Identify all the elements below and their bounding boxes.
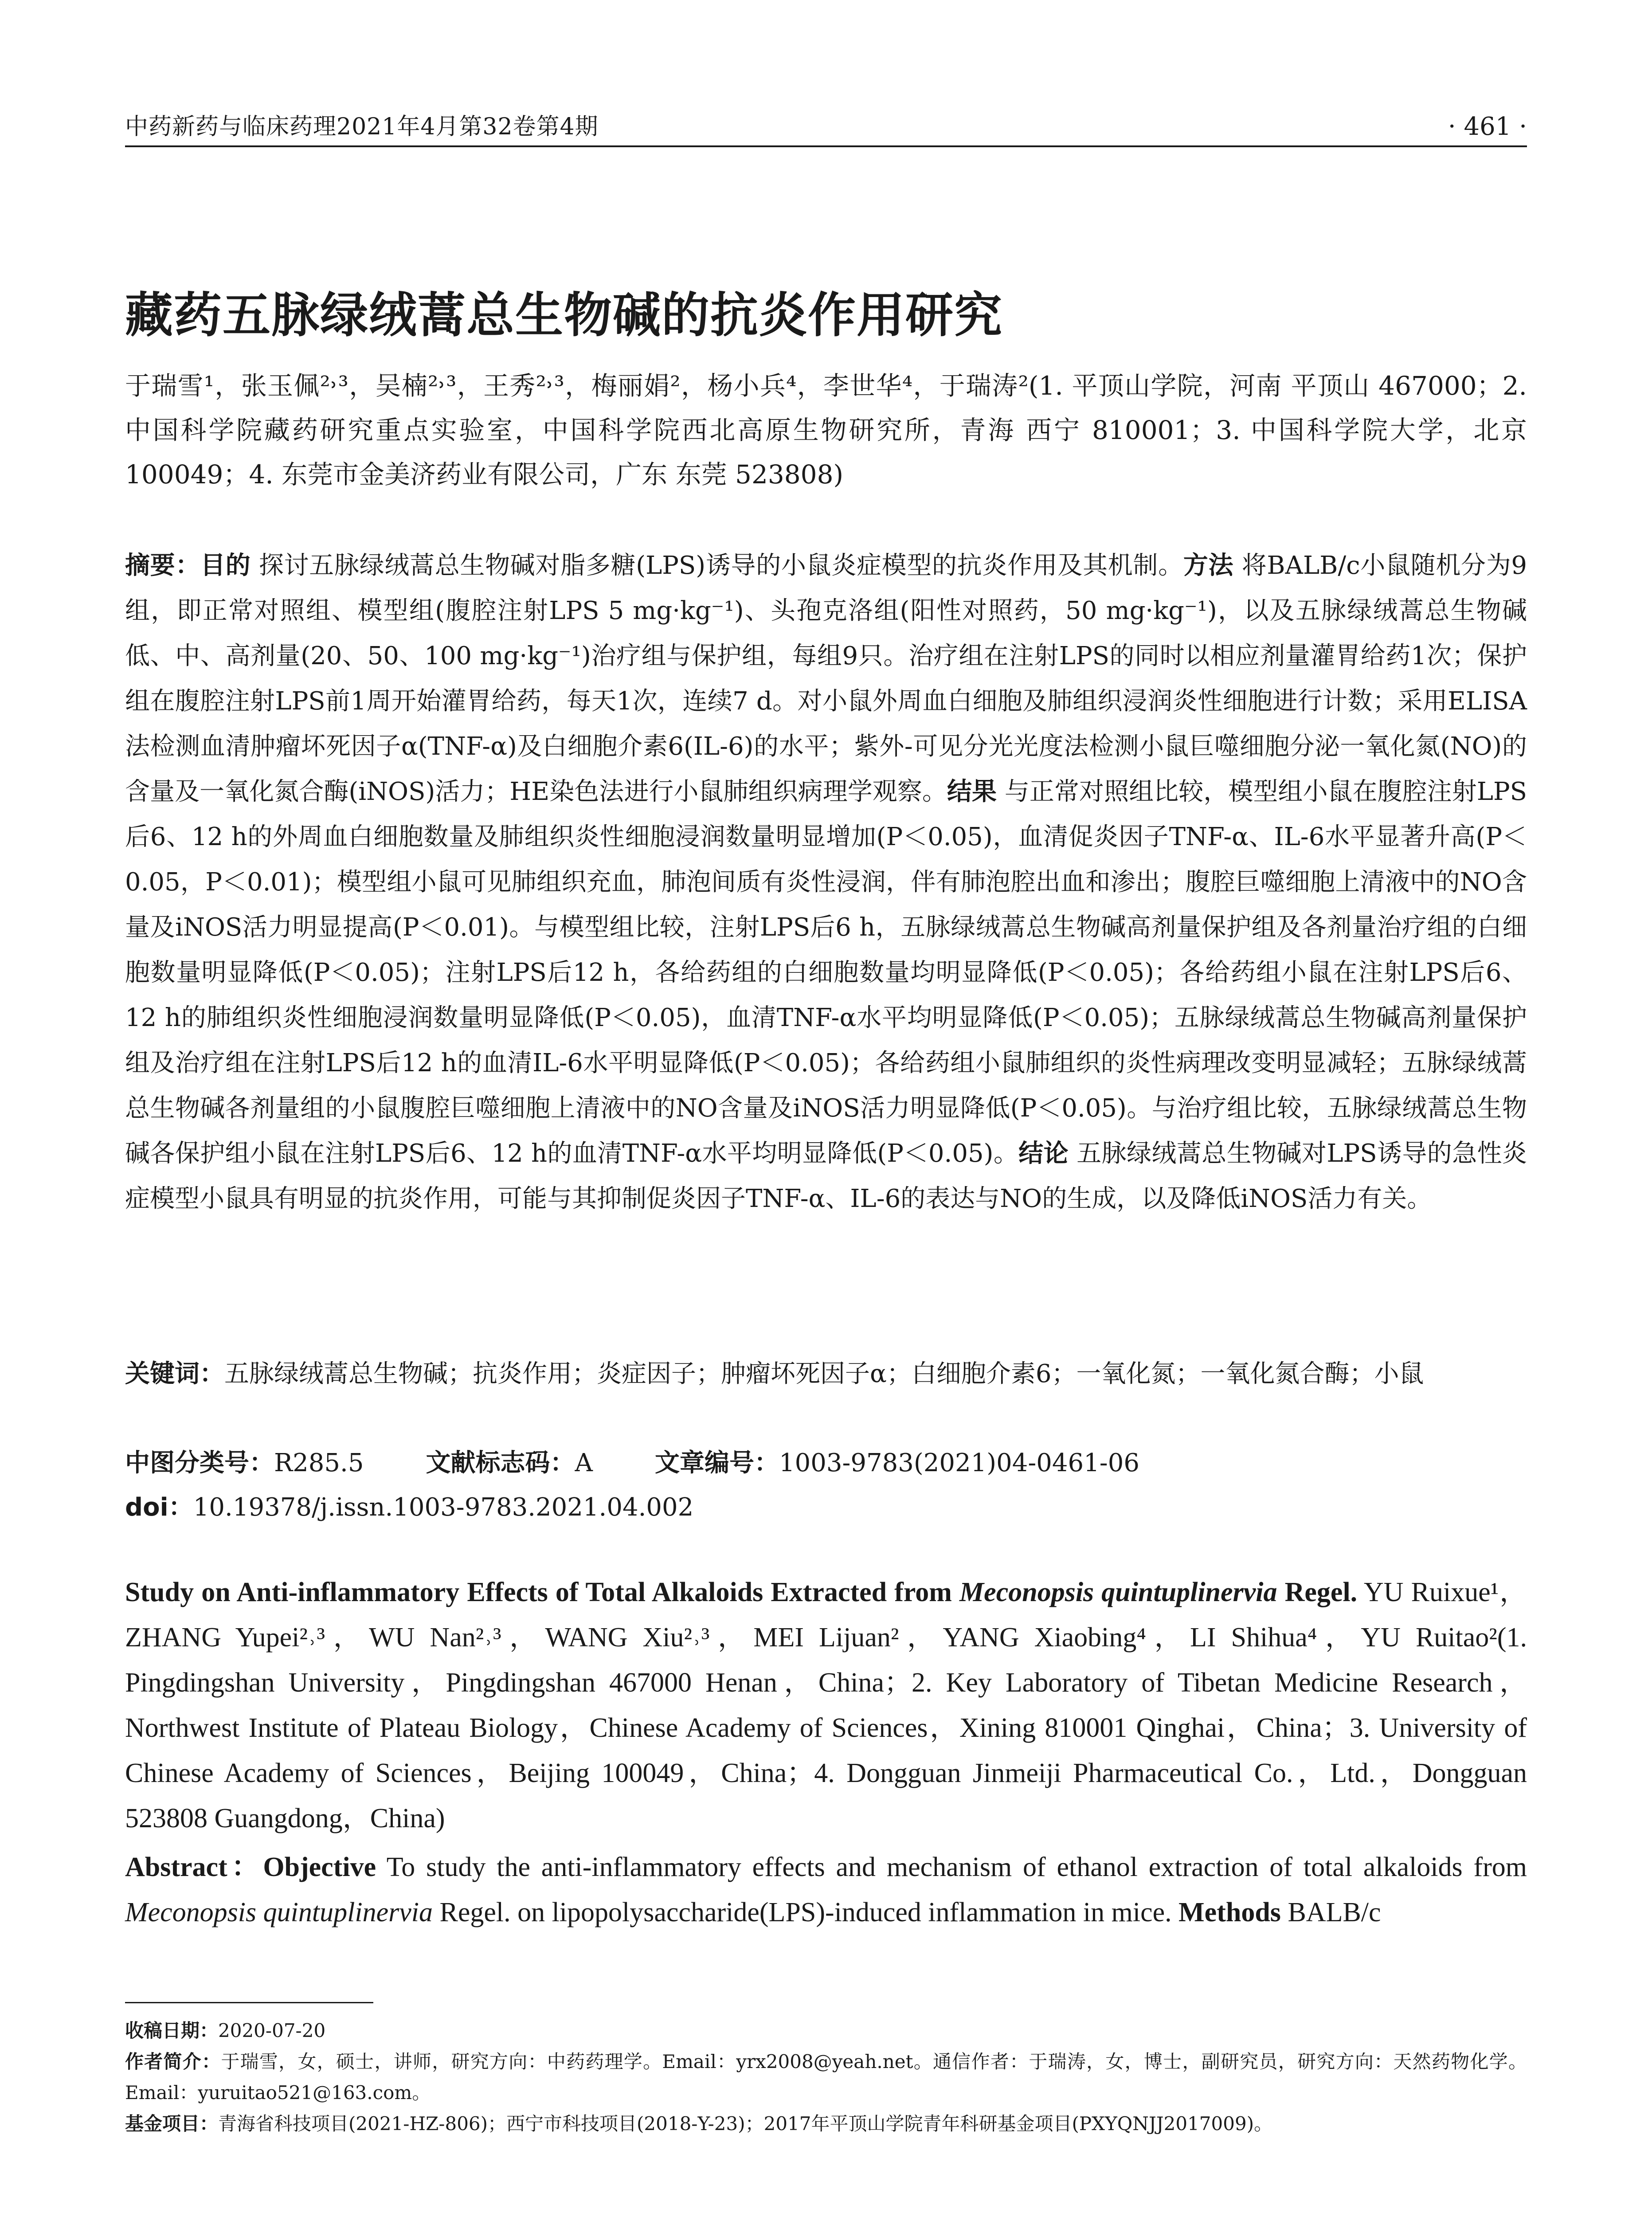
cn-results-text: 与正常对照组比较，模型组小鼠在腹腔注射LPS后6、12 h的外周血白细胞数量及肺组织炎性细胞浸润数量明显增加(P＜0.05)，血清促炎因子TNF-α、IL-6水平显著升高(P＜0.05，P＜0.01)；模型组小鼠可见肺组织充血，肺泡间质有炎性浸润，伴有肺泡腔出血和渗出；腹腔巨噬细胞上清液中的NO含量及iNOS活力明显提高(P＜0.01)。与模型组比较，注射LPS后6 h，五脉绿绒蒿总生物碱高剂量保护组及各剂量治疗组的白细胞数量明显降低(P＜0.05)；注射LPS后12 h，各给药组的白细胞数量均明显降低(P＜0.05)；各给药组小鼠在注射LPS后6、12 h的肺组织炎性细胞浸润数量明显降低(P＜0.05)，血清TNF-α水平均明显降低(P＜0.05)；五脉绿绒蒿总生物碱高剂量保护组及治疗组在注射LPS后12 h的血清IL-6水平明显降低(P＜0.05)；各给药组小鼠肺组织的炎性病理改变明显减轻；五脉绿绒蒿总生物碱各剂量组的小鼠腹腔巨噬细胞上清液中的NO含量及iNOS活力明显降低(P＜0.05)。与治疗组比较，五脉绿绒蒿总生物碱各保护组小鼠在注射LPS后6、12 h的血清TNF-α水平均明显降低(P＜0.05)。 xyxy=(125,777,1527,1168)
received-value: 2020-07-20 xyxy=(218,2020,326,2041)
cn-objective-text: 探讨五脉绿绒蒿总生物碱对脂多糖(LPS)诱导的小鼠炎症模型的抗炎作用及其机制。 xyxy=(258,551,1183,580)
cn-conclusion-label: 结论 xyxy=(1018,1139,1069,1168)
cn-methods-text: 将BALB/c小鼠随机分为9组，即正常对照组、模型组(腹腔注射LPS 5 mg·kg⁻¹)、头孢克洛组(阳性对照药，50 mg·kg⁻¹)，以及五脉绿绒蒿总生物碱低、中、高剂量(20、50、100 mg·kg⁻¹)治疗组与保护组，每组9只。治疗组在注射LPS的同时以相应剂量灌胃给药1次；保护组在腹腔注射LPS前1周开始灌胃给药，每天1次，连续7 d。对小鼠外周血白细胞及肺组织浸润炎性细胞进行计数；采用ELISA法检测血清肿瘤坏死因子α(TNF-α)及白细胞介素6(IL-6)的水平；紫外-可见分光光度法检测小鼠巨噬细胞分泌一氧化氮(NO)的含量及一氧化氮合酶(iNOS)活力；HE染色法进行小鼠肺组织病理学观察。 xyxy=(125,551,1527,806)
en-objective-label: Objective xyxy=(263,1852,376,1882)
cn-abstract-label: 摘要： xyxy=(125,551,201,580)
clc-value: R285.5 xyxy=(274,1449,364,1477)
cn-keywords-text: 五脉绿绒蒿总生物碱；抗炎作用；炎症因子；肿瘤坏死因子α；白细胞介素6；一氧化氮；一氧化氮合酶；小鼠 xyxy=(224,1359,1424,1388)
received-note xyxy=(125,2015,1527,2046)
funding-note xyxy=(125,2108,1527,2139)
footnote-rule xyxy=(125,2002,373,2003)
running-header xyxy=(125,106,1527,148)
en-objective-text-a: To study the anti-inflammatory effects and mechanism of ethanol extraction of total alkaloids from xyxy=(376,1852,1527,1882)
en-abstract xyxy=(125,1845,1527,1935)
en-title-start: Study on Anti-inflammatory Effects of Total Alkaloids Extracted from xyxy=(125,1577,960,1607)
cn-abstract xyxy=(125,543,1527,1222)
author-note xyxy=(125,2046,1527,2108)
page-number: · 461 · xyxy=(1448,112,1527,141)
cn-objective-label: 目的 xyxy=(200,551,251,580)
article-id-label: 文章编号： xyxy=(654,1449,779,1477)
cn-authors-affiliations: 于瑞雪¹，张玉佩²˒³，吴楠²˒³，王秀²˒³，梅丽娟²，杨小兵⁴，李世华⁴，于瑞涛²(1. 平顶山学院，河南 平顶山 467000；2. 中国科学院藏药研究重点实验室，中国科学院西北高原生物研究所，青海 西宁 810001；3. 中国科学院大学，北京 100049；4. 东莞市金美济药业有限公司，广东 东莞 523808) xyxy=(125,371,1527,490)
article-id-value: 1003-9783(2021)04-0461-06 xyxy=(779,1449,1139,1477)
en-methods-text: BALB/c xyxy=(1280,1897,1381,1927)
en-abstract-label: Abstract： xyxy=(125,1852,263,1882)
cn-results-label: 结果 xyxy=(947,777,997,806)
doi-value: 10.19378/j.issn.1003-9783.2021.04.002 xyxy=(193,1493,694,1522)
funding-value: 青海省科技项目(2021-HZ-806)；西宁市科技项目(2018-Y-23)；2017年平顶山学院青年科研基金项目(PXYQNJJ2017009)。 xyxy=(218,2113,1273,2135)
doc-code-value: A xyxy=(575,1449,593,1477)
article-title: 藏药五脉绿绒蒿总生物碱的抗炎作用研究 xyxy=(125,288,1003,344)
clc-label: 中图分类号： xyxy=(125,1449,274,1477)
en-title-species: Meconopsis quintuplinervia xyxy=(959,1577,1277,1607)
cn-conclusion-text: 五脉绿绒蒿总生物碱对LPS诱导的急性炎症模型小鼠具有明显的抗炎作用，可能与其抑制促炎因子TNF-α、IL-6的表达与NO的生成，以及降低iNOS活力有关。 xyxy=(125,1139,1527,1213)
footnotes xyxy=(125,2015,1527,2139)
en-title-authors xyxy=(125,1570,1527,1841)
en-authors: YU Ruixue¹，ZHANG Yupei²˒³，WU Nan²˒³，WANG Xiu²˒³，MEI Lijuan²，YANG Xiaobing⁴，LI Shihua⁴，YU Ruitao²(1. Pingdingshan University，Pingdingshan 467000 Henan，China；2. Key Laboratory of Tibetan Medicine Research，Northwest Institute of Plateau Biology，Chinese Academy of Sciences，Xining 810001 Qinghai，China；3. University of Chinese Academy of Sciences，Beijing 100049，China；4. Dongguan Jinmeiji Pharmaceutical Co.，Ltd.，Dongguan 523808 Guangdong，China) xyxy=(125,1577,1527,1833)
en-title-end: Regel. xyxy=(1277,1577,1358,1607)
classification-line xyxy=(125,1441,1527,1485)
doc-code-label: 文献标志码： xyxy=(426,1449,575,1477)
author-value: 于瑞雪，女，硕士，讲师，研究方向：中药药理学。Email：yrx2008@yeah.net。通信作者：于瑞涛，女，博士，副研究员，研究方向：天然药物化学。Email：yuruitao521@163.com。 xyxy=(125,2051,1527,2103)
en-methods-label: Methods xyxy=(1178,1897,1281,1927)
funding-label: 基金项目： xyxy=(125,2113,219,2135)
header-rule xyxy=(125,145,1527,147)
cn-methods-label: 方法 xyxy=(1183,551,1234,580)
cn-keywords xyxy=(125,1351,1527,1397)
en-title xyxy=(125,1577,1357,1607)
received-label: 收稿日期： xyxy=(125,2020,219,2041)
en-objective-text-b: Regel. on lipopolysaccharide(LPS)-induced inflammation in mice. xyxy=(432,1897,1179,1927)
doi-line xyxy=(125,1485,1527,1530)
cn-keywords-label: 关键词： xyxy=(125,1359,224,1388)
journal-info: 中药新药与临床药理2021年4月第32卷第4期 xyxy=(125,114,599,140)
en-objective-species: Meconopsis quintuplinervia xyxy=(125,1897,433,1927)
author-label: 作者简介： xyxy=(125,2051,221,2072)
doi-label: doi： xyxy=(125,1493,193,1522)
